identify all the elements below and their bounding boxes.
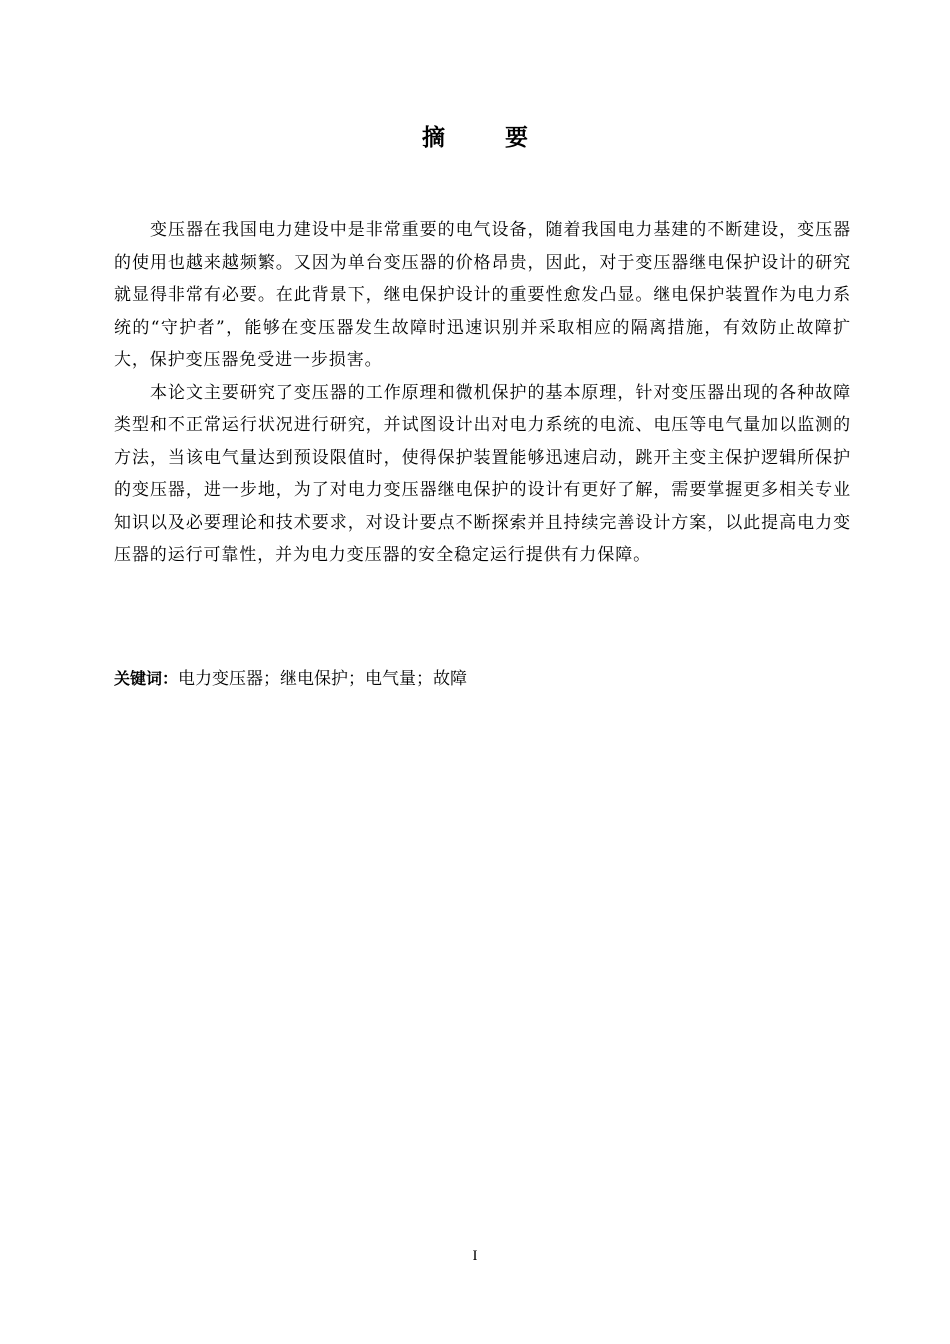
abstract-body (114, 214, 851, 572)
page-title: 摘 要 (421, 124, 554, 151)
page-number: I (472, 1248, 478, 1264)
abstract-paragraph-1: 变压器在我国电力建设中是非常重要的电气设备，随着我国电力基建的不断建设，变压器的使用也越来越频繁。又因为单台变压器的价格昂贵，因此，对于变压器继电保护设计的研究就显得非常有必要。在此背景下，继电保护设计的重要性愈发凸显。继电保护装置作为电力系统的“守护者”，能够在变压器发生故障时迅速识别并采取相应的隔离措施，有效防止故障扩大，保护变压器免受进一步损害。 (114, 220, 851, 370)
abstract-paragraph-2: 本论文主要研究了变压器的工作原理和微机保护的基本原理，针对变压器出现的各种故障类型和不正常运行状况进行研究，并试图设计出对电力系统的电流、电压等电气量加以监测的方法，当该电气量达到预设限值时，使得保护装置能够迅速启动，跳开主变主保护逻辑所保护的变压器，进一步地，为了对电力变压器继电保护的设计有更好了解，需要掌握更多相关专业知识以及必要理论和技术要求，对设计要点不断探索并且持续完善设计方案，以此提高电力变压器的运行可靠性，并为电力变压器的安全稳定运行提供有力保障。 (114, 382, 851, 565)
keywords-label: 关键词： (114, 669, 179, 688)
keywords-line (114, 664, 851, 694)
keywords-text: 电力变压器；继电保护；电气量；故障 (178, 669, 468, 689)
